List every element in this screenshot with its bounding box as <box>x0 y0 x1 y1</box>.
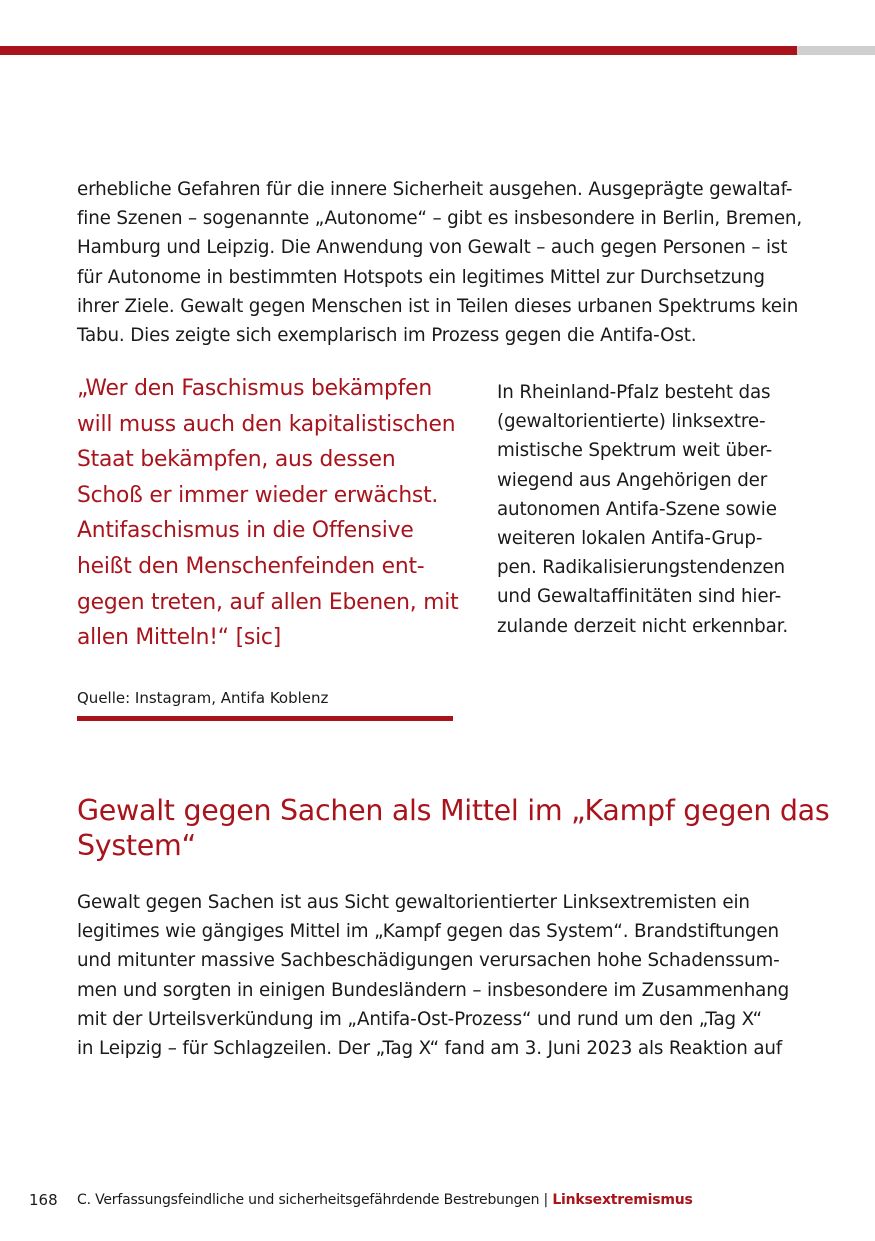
text-line: fine Szenen – sogenannte „Autonome“ – gibt es insbesondere in Berlin, Bremen, <box>77 208 803 230</box>
text-line: und Gewaltaffinitäten sind hier- <box>497 586 782 608</box>
quote-line: Schoß er immer wieder erwächst. <box>77 482 439 508</box>
text-line: In Rheinland-Pfalz besteht das <box>497 382 771 403</box>
quote-line: allen Mitteln!“ [sic] <box>77 625 282 651</box>
pull-quote <box>77 371 458 656</box>
text-line: zulande derzeit nicht erkennbar. <box>497 615 789 637</box>
text-line: wiegend aus Angehörigen der <box>497 469 768 491</box>
quote-line: gegen treten, auf allen Ebenen, mit <box>77 589 459 615</box>
footer-separator: | <box>543 1192 549 1208</box>
running-footer <box>77 1190 693 1210</box>
text-line: Tabu. Dies zeigte sich exemplarisch im Prozess gegen die Antifa-Ost. <box>77 325 697 347</box>
text-line: mit der Urteilsverkündung im „Antifa-Ost-Prozess“ und rund um den „Tag X“ <box>77 1008 762 1030</box>
text-line: Hamburg und Leipzig. Die Anwendung von Gewalt – auch gegen Personen – ist <box>77 237 788 259</box>
quote-line: „Wer den Faschismus bekämpfen <box>77 376 432 401</box>
text-line: für Autonome in bestimmten Hotspots ein legitimes Mittel zur Durchsetzung <box>77 266 765 288</box>
text-line: Gewalt gegen Sachen ist aus Sicht gewaltorientierter Linksextremisten ein <box>77 892 750 913</box>
section-heading <box>77 794 829 863</box>
text-line: erhebliche Gefahren für die innere Sicherheit ausgehen. Ausgeprägte gewaltaf- <box>77 179 793 200</box>
text-line: (gewaltorientierte) linksextre- <box>497 411 766 433</box>
text-line: und mitunter massive Sachbeschädigungen verursachen hohe Schadenssum- <box>77 950 780 972</box>
heading-line: System“ <box>77 828 196 862</box>
side-paragraph <box>497 378 788 641</box>
text-line: autonomen Antifa-Szene sowie <box>497 498 777 520</box>
text-line: legitimes wie gängiges Mittel im „Kampf gegen das System“. Brandstiftungen <box>77 921 779 943</box>
text-line: ihrer Ziele. Gewalt gegen Menschen ist in Teilen dieses urbanen Spektrums kein <box>77 295 799 317</box>
intro-paragraph <box>77 175 802 350</box>
footer-section: Linksextremismus <box>552 1192 693 1208</box>
page-footer <box>0 1190 875 1210</box>
body-paragraph <box>77 888 789 1063</box>
header-grey-bar <box>797 46 875 55</box>
quote-source: Quelle: Instagram, Antifa Koblenz <box>77 689 329 707</box>
text-line: pen. Radikalisierungstendenzen <box>497 557 785 579</box>
quote-line: heißt den Menschenfeinden ent- <box>77 553 425 579</box>
page-number: 168 <box>29 1191 58 1209</box>
text-line: in Leipzig – für Schlagzeilen. Der „Tag X“ fand am 3. Juni 2023 als Reaktion auf <box>77 1038 783 1060</box>
heading-line: Gewalt gegen Sachen als Mittel im „Kampf gegen das <box>77 794 830 827</box>
quote-line: Staat bekämpfen, aus dessen <box>77 447 396 473</box>
quote-line: Antifaschismus in die Offensive <box>77 518 414 544</box>
text-line: mistische Spektrum weit über- <box>497 440 773 462</box>
quote-divider <box>77 716 453 721</box>
text-line: men und sorgten in einigen Bundesländern – insbesondere im Zusammenhang <box>77 979 790 1001</box>
header-accent-bar <box>0 46 797 55</box>
quote-line: will muss auch den kapitalistischen <box>77 411 456 437</box>
footer-chapter: C. Verfassungsfeindliche und sicherheitsgefährdende Bestrebungen <box>77 1192 540 1208</box>
text-line: weiteren lokalen Antifa-Grup- <box>497 528 763 550</box>
